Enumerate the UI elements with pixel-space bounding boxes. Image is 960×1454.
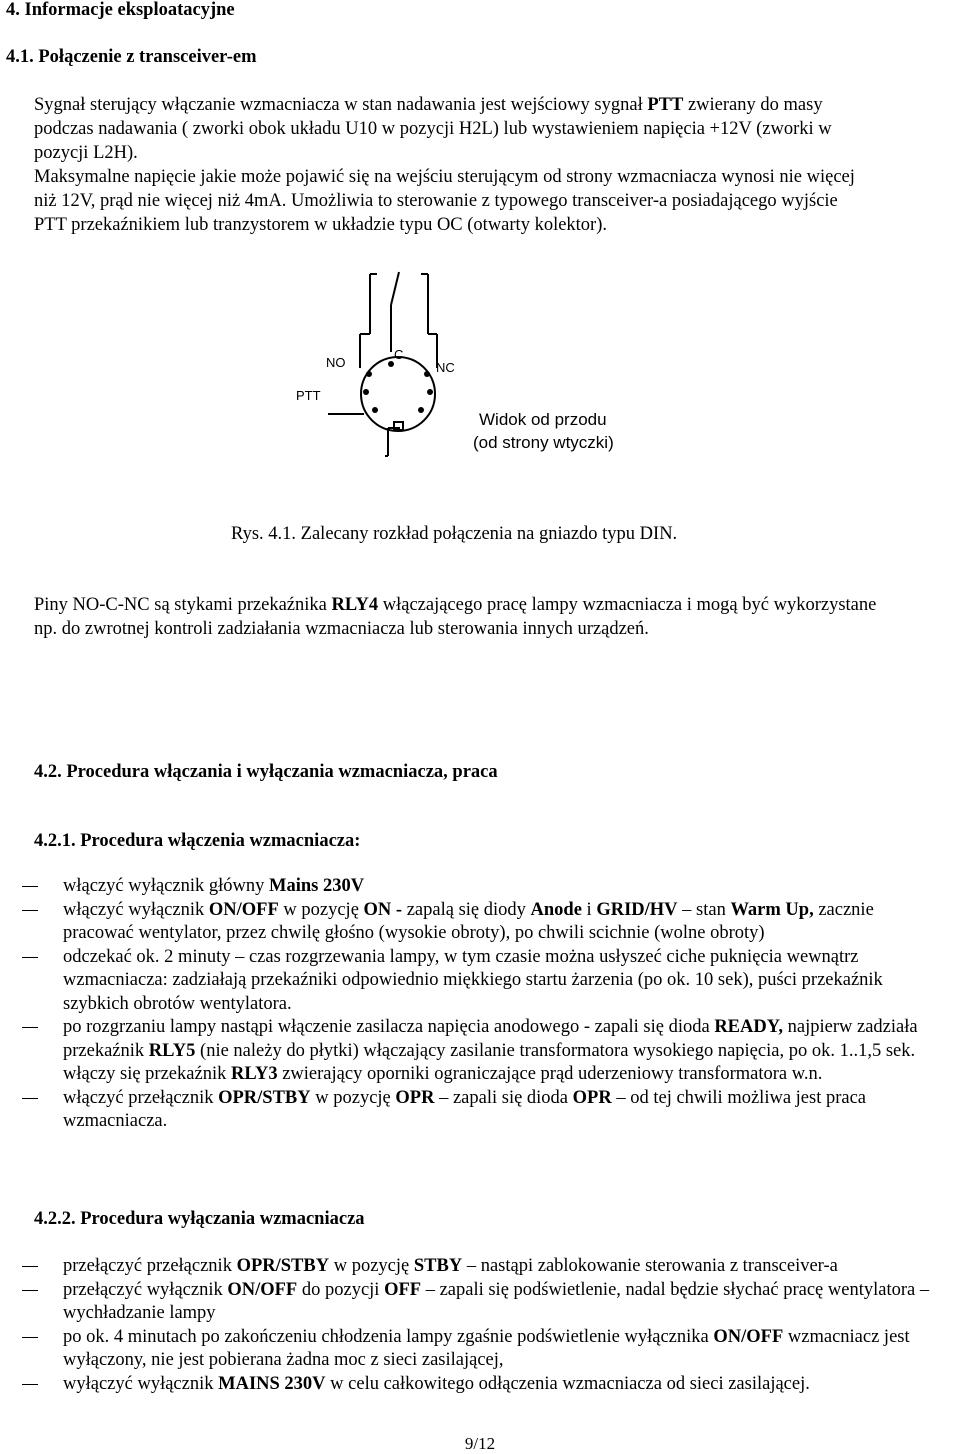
rly4-bold: RLY4: [331, 595, 379, 615]
subsection-heading-4-1: 4.1. Połączenie z transceiver-em: [6, 47, 257, 67]
text-span: w pozycję: [329, 1256, 414, 1276]
text-span: w pozycję: [310, 1087, 396, 1108]
figure-caption: Rys. 4.1. Zalecany rozkład połączenia na gniazdo typu DIN.: [231, 524, 678, 544]
paragraph-pins-line1: [34, 593, 876, 617]
bold-term: ON -: [363, 899, 403, 920]
text-span: – stan: [677, 899, 731, 920]
label-no: NO: [326, 355, 346, 370]
bold-term: OPR: [572, 1087, 612, 1108]
text-span: do pozycji: [297, 1279, 385, 1300]
paragraph-ptt-line2: podczas nadawania ( zworki obok układu U10 w pozycji H2L) lub wystawieniem napięcia +12V (zworki w: [34, 119, 832, 139]
bold-term: ON/OFF: [208, 899, 279, 920]
paragraph-max-voltage-line1: Maksymalne napięcie jakie może pojawić się na wejściu sterującym od strony wzmacniacza wynosi nie więcej: [34, 167, 855, 187]
list-item: [22, 875, 942, 899]
bold-term: Mains 230V: [269, 876, 365, 896]
subsection-heading-4-2-2: 4.2.2. Procedura wyłączania wzmacniacza: [34, 1209, 365, 1229]
paragraph-max-voltage-line2: niż 12V, prąd nie więcej niż 4mA. Umożliwia to sterowanie z typowego transceiver-a posiadającego wyjście: [34, 191, 838, 211]
label-front-view: Widok od przodu: [479, 410, 607, 429]
paragraph-ptt-line3: pozycji L2H).: [34, 143, 138, 163]
text-span: – od tej chwili możliwa jest praca wzmacniacza.: [63, 1087, 867, 1131]
text-span: w pozycję: [278, 899, 364, 920]
ptt-bold: PTT: [647, 95, 684, 115]
list-item: [22, 1373, 942, 1397]
din-pins: [363, 361, 433, 413]
bold-term: OPR/STBY: [236, 1256, 330, 1276]
bold-term: ON/OFF: [713, 1326, 784, 1347]
din-connector-diagram: [280, 258, 680, 473]
text-span: zwierający oporniki ograniczające prąd uderzeniowy transformatora w.n.: [277, 1064, 823, 1084]
bold-term: RLY3: [230, 1064, 278, 1084]
text-span: po rozgrzaniu lampy nastąpi włączenie zasilacza napięcia anodowego - zapali się dioda: [63, 1017, 715, 1037]
paragraph-ptt-line1: [34, 93, 823, 117]
text-span: i: [581, 899, 597, 920]
bold-term: OPR: [395, 1087, 435, 1108]
label-plug-side: (od strony wtyczki): [473, 433, 614, 452]
bold-term: STBY: [413, 1256, 463, 1276]
text-span: wzmacniacz jest wyłączony, nie jest pobierana żadna moc z sieci zasilającej,: [63, 1326, 910, 1370]
label-c: C: [394, 347, 404, 362]
din-socket-drawing: [280, 258, 680, 473]
list-item: [22, 1016, 942, 1087]
label-nc: NC: [436, 360, 455, 375]
pin-nc: [424, 371, 430, 377]
list-item: [22, 899, 942, 946]
text-span: (nie należy do płytki) włączający zasilanie transformatora wysokiego napięcia, po ok. 1..1,5 sek. włączy się przekaźnik: [63, 1040, 916, 1084]
subsection-heading-4-2-1: 4.2.1. Procedura włączenia wzmacniacza:: [34, 831, 361, 851]
pin: [363, 389, 369, 395]
text-span: przełączyć wyłącznik: [63, 1279, 228, 1300]
text-span: Sygnał sterujący włączanie wzmacniacza w stan nadawania jest wejściowy sygnał: [34, 95, 648, 115]
text-span: najpierw zadziała przekaźnik: [63, 1017, 918, 1061]
power-on-steps: [22, 875, 942, 1134]
text-span: w celu całkowitego odłączenia wzmacniacza od sieci zasilającej.: [325, 1373, 810, 1394]
pin-ptt: [372, 407, 378, 413]
text-span: włączyć wyłącznik: [63, 899, 209, 920]
text-span: zapalą się diody: [402, 899, 531, 920]
text-span: – nastąpi zablokowanie sterowania z transceiver-a: [462, 1256, 838, 1276]
bold-term: RLY5: [148, 1040, 196, 1061]
list-item: [22, 1255, 942, 1279]
text-span: włączyć wyłącznik główny: [63, 876, 269, 896]
pin: [427, 389, 433, 395]
list-item: [22, 1087, 942, 1134]
list-item: [22, 1326, 942, 1373]
list-item: [22, 1279, 942, 1326]
text-span: przełączyć przełącznik: [63, 1256, 237, 1276]
pin: [418, 407, 424, 413]
label-ptt: PTT: [296, 388, 321, 403]
text-span: po ok. 4 minutach po zakończeniu chłodzenia lampy zgaśnie podświetlenie wyłącznika: [63, 1326, 714, 1347]
bold-term: OPR/STBY: [218, 1087, 311, 1108]
text-span: – zapali się dioda: [434, 1087, 573, 1108]
power-off-steps: [22, 1255, 942, 1396]
text-span: zwierany do masy: [683, 95, 823, 115]
text-span: odczekać ok. 2 minuty – czas rozgrzewania lampy, w tym czasie można usłyszeć ciche puknięcia wewnątrz wzmacniacza: zadziałają przekaźniki odpowiednio miękkiego startu żarzenia (po ok. 10 sek), puści przekaźnik szybkich obrotów wentylatora.: [63, 946, 883, 1014]
bold-term: GRID/HV: [596, 899, 678, 920]
bold-term: MAINS 230V: [218, 1373, 326, 1394]
bold-term: Warm Up,: [730, 899, 814, 920]
bold-term: READY,: [714, 1017, 784, 1037]
text-span: wyłączyć wyłącznik: [63, 1373, 219, 1394]
bold-term: Anode: [530, 899, 582, 920]
list-item: [22, 946, 942, 1017]
page-number: 9/12: [464, 1434, 496, 1453]
text-span: włączającego pracę lampy wzmacniacza i mogą być wykorzystane: [378, 595, 877, 615]
pin-no: [366, 371, 372, 377]
paragraph-max-voltage-line3: PTT przekaźnikiem lub tranzystorem w układzie typu OC (otwarty kolektor).: [34, 215, 608, 235]
bold-term: OFF: [384, 1279, 422, 1300]
subsection-heading-4-2: 4.2. Procedura włączania i wyłączania wzmacniacza, praca: [34, 762, 498, 782]
text-span: Piny NO-C-NC są stykami przekaźnika: [34, 595, 332, 615]
text-span: zacznie pracować wentylator, przez chwilę głośno (wysokie obroty), po chwili scichnie (wolne obroty): [63, 899, 874, 943]
text-span: włączyć przełącznik: [63, 1087, 219, 1108]
switch-blade-line: [391, 272, 399, 305]
text-span: – zapali się podświetlenie, nadal będzie słychać pracę wentylatora – wychładzanie lampy: [63, 1279, 930, 1323]
paragraph-pins-line2: np. do zwrotnej kontroli zadziałania wzmacniacza lub sterowania innych urządzeń.: [34, 619, 649, 639]
bold-term: ON/OFF: [227, 1279, 298, 1300]
section-heading: 4. Informacje eksploatacyjne: [6, 0, 235, 20]
din-socket-outline: [361, 357, 435, 431]
